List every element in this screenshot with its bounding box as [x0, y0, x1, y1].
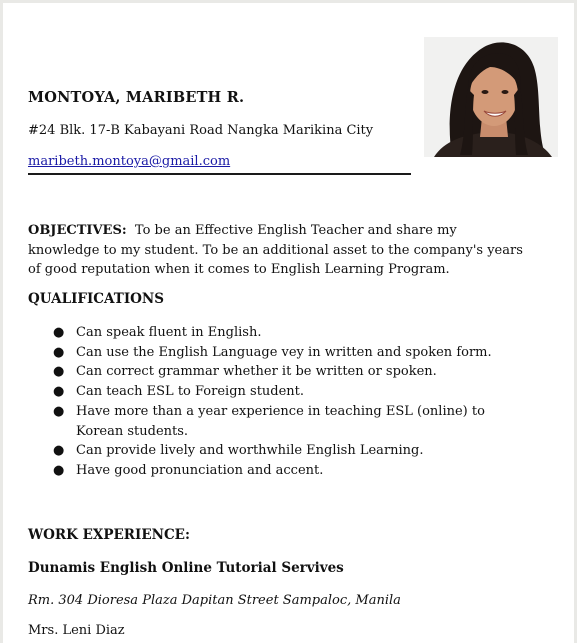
list-item: ● Can speak fluent in English. — [51, 323, 521, 343]
list-item: ● Have more than a year experience in teaching ESL (online) to Korean students. — [53, 403, 485, 439]
list-item: ● Can use the English Language vey in written and spoken form. — [51, 343, 521, 363]
profile-photo — [424, 37, 558, 157]
objectives-label: OBJECTIVES: — [28, 223, 127, 238]
list-item: ● Can provide lively and worthwhile English Learning. — [51, 441, 521, 461]
work-experience-heading: WORK EXPERIENCE: — [28, 527, 190, 543]
bullet-icon: ● — [53, 364, 65, 380]
profile-photo-image — [424, 37, 558, 157]
company-address: Rm. 304 Dioresa Plaza Dapitan Street Sampaloc, Manila — [28, 593, 401, 608]
qualifications-heading: QUALIFICATIONS — [28, 291, 164, 307]
contact-person: Mrs. Leni Diaz — [28, 623, 125, 638]
bullet-icon: ● — [53, 462, 65, 478]
list-item: ● Can correct grammar whether it be written or spoken. — [51, 362, 521, 382]
company-name: Dunamis English Online Tutorial Servives — [28, 560, 344, 576]
list-item: ● Have good pronunciation and accent. — [51, 461, 521, 481]
candidate-address: #24 Blk. 17-B Kabayani Road Nangka Marikina City — [28, 123, 374, 138]
email-link[interactable]: maribeth.montoya@gmail.com — [28, 154, 231, 169]
bullet-icon: ● — [53, 344, 65, 360]
resume-page — [3, 3, 574, 643]
qualifications-list — [51, 323, 521, 481]
candidate-name: MONTOYA, MARIBETH R. — [28, 89, 245, 106]
bullet-icon: ● — [53, 403, 65, 419]
header-divider — [28, 173, 411, 175]
objectives-section — [28, 221, 528, 280]
bullet-icon: ● — [53, 325, 65, 340]
bullet-icon: ● — [53, 443, 65, 459]
objectives-text: To be an Effective English Teacher and share my knowledge to my student. To be an additional asset to the company's years of good reputation when it comes to English Learning Program. — [28, 223, 523, 277]
list-item: ● Can teach ESL to Foreign student. — [51, 382, 521, 402]
bullet-icon: ● — [53, 384, 65, 400]
